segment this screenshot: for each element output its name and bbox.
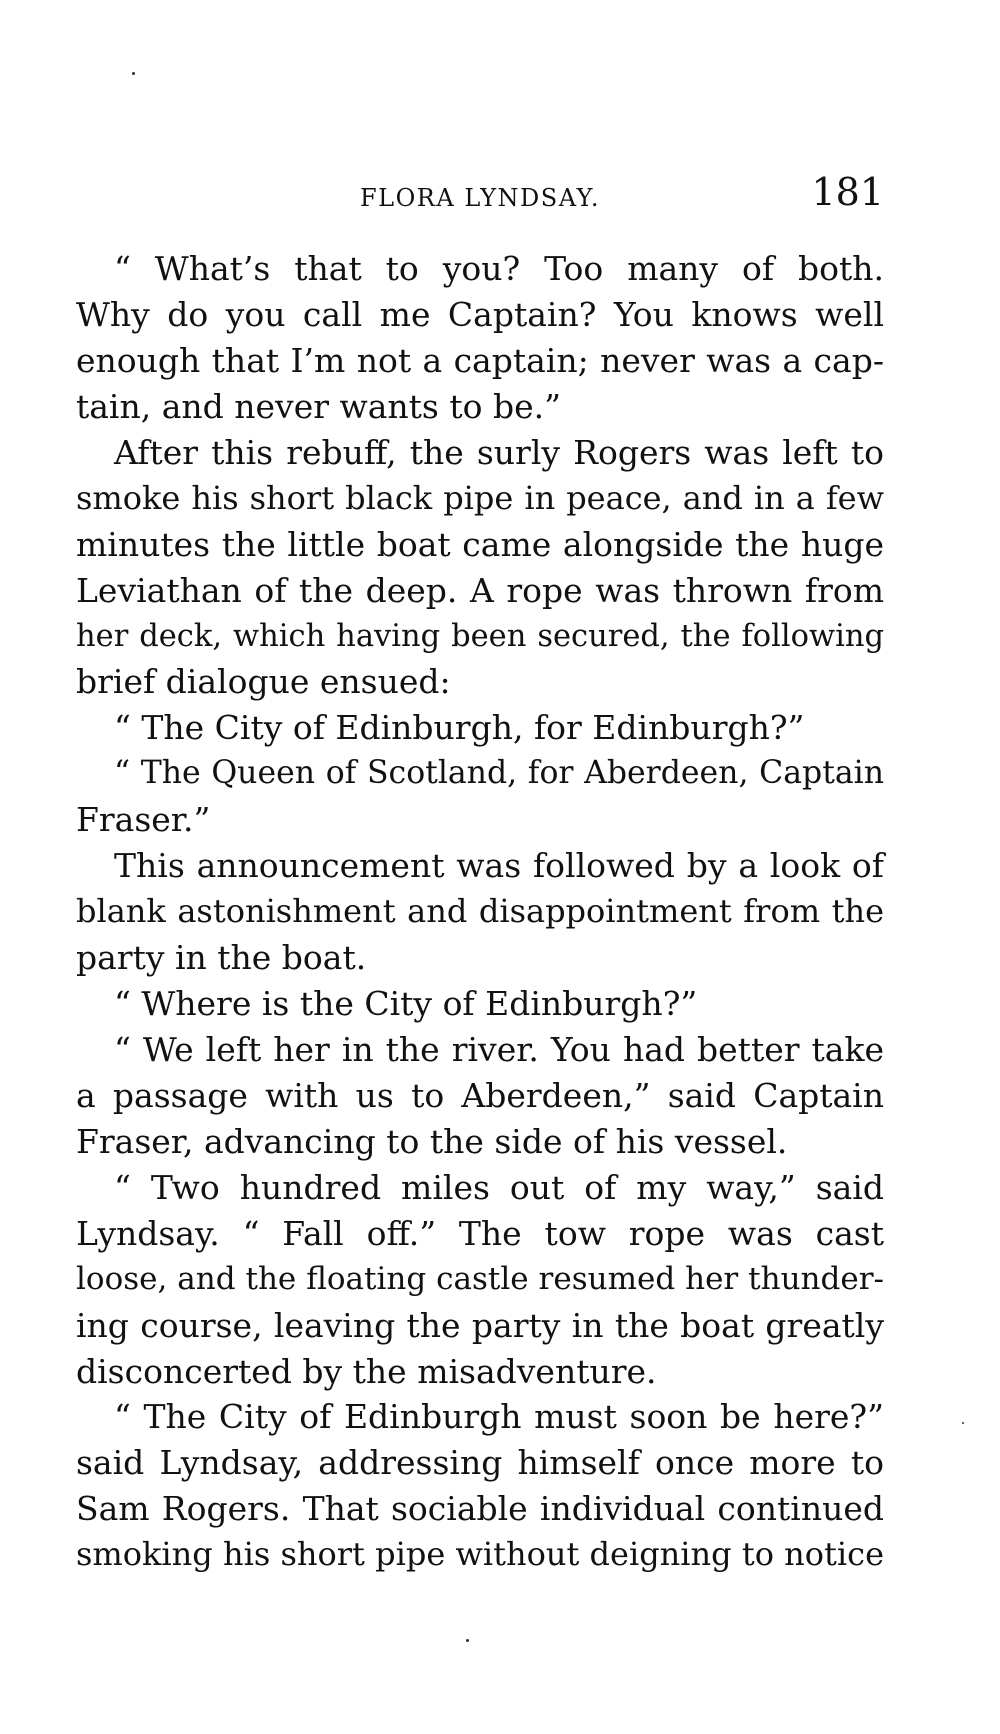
text-line: Fraser, advancing to the side of his vessel. (76, 1121, 788, 1161)
page-number: 181 (811, 170, 884, 214)
print-speck (962, 1422, 964, 1424)
body-text (76, 246, 884, 1578)
page-header (76, 170, 884, 220)
text-line: “ The Queen of Scotland, for Aberdeen, Captain (114, 755, 884, 792)
text-line: Fraser.” (76, 800, 211, 840)
print-speck (132, 72, 135, 75)
text-line: “ The City of Edinburgh, for Edinburgh?” (114, 708, 805, 748)
text-line: said Lyndsay, addressing himself once more to (76, 1443, 884, 1483)
text-line: loose, and the floating castle resumed her thunder- (76, 1260, 884, 1297)
text-line: Sam Rogers. That sociable individual continued (76, 1489, 884, 1529)
text-line: “ The City of Edinburgh must soon be here?” (114, 1397, 884, 1437)
text-line: disconcerted by the misadventure. (76, 1351, 657, 1391)
text-line: blank astonishment and disappointment from the (76, 892, 884, 931)
text-line: Lyndsay. “ Fall off.” The tow rope was cast (76, 1213, 884, 1253)
text-line: Why do you call me Captain? You knows well (76, 294, 884, 334)
text-line: minutes the little boat came alongside the huge (76, 524, 884, 564)
text-line: her deck, which having been secured, the following (76, 618, 884, 654)
text-line: tain, and never wants to be.” (76, 386, 561, 426)
text-line: enough that I’m not a captain; never was a cap- (76, 340, 884, 380)
text-line: “ Where is the City of Edinburgh?” (114, 984, 698, 1023)
text-line: a passage with us to Aberdeen,” said Captain (76, 1075, 884, 1115)
text-line: “ What’s that to you? Too many of both. (114, 249, 884, 288)
print-speck (466, 1639, 469, 1642)
text-line: ing course, leaving the party in the boat greatly (76, 1305, 884, 1345)
text-line: After this rebuff, the surly Rogers was left to (114, 432, 884, 472)
text-line: smoking his short pipe without deigning to notice (76, 1535, 884, 1574)
text-line: Leviathan of the deep. A rope was thrown from (76, 570, 884, 610)
text-line: “ We left her in the river. You had better take (114, 1029, 884, 1069)
text-line: This announcement was followed by a look of (114, 846, 884, 886)
text-line: brief dialogue ensued: (76, 662, 451, 702)
running-title: FLORA LYNDSAY. (360, 184, 600, 212)
text-line: “ Two hundred miles out of my way,” said (114, 1167, 884, 1207)
text-line: party in the boat. (76, 938, 367, 978)
text-line: smoke his short black pipe in peace, and in a few (76, 478, 884, 517)
